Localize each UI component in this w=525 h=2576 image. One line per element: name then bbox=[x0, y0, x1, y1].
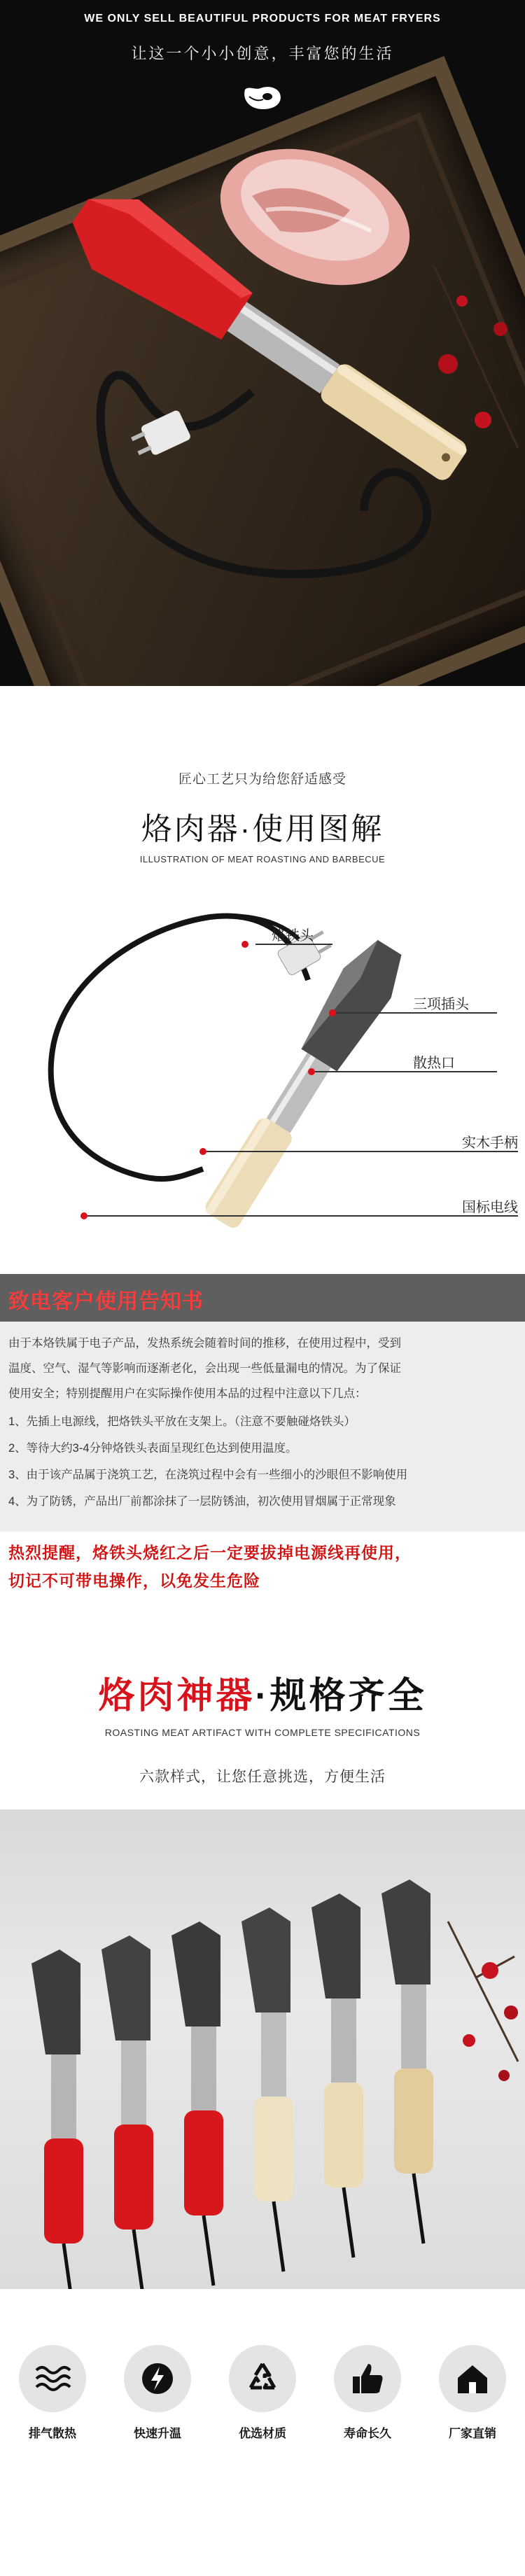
specs-subtitle: 六款样式，让您任意挑选，方便生活 bbox=[139, 1769, 386, 1785]
plum-blossoms bbox=[448, 1921, 518, 2081]
hero-product-photo bbox=[0, 0, 525, 686]
recycle-icon bbox=[229, 2345, 296, 2412]
feature-label: 排气散热 bbox=[29, 2427, 76, 2440]
feature-heat-dissipation bbox=[0, 2345, 105, 2441]
marker-cord bbox=[80, 1212, 88, 1219]
warning-line-2: 切记不可带电操作，以免发生危险 bbox=[8, 1572, 260, 1590]
diagram-iron bbox=[195, 932, 414, 1235]
marker-vent bbox=[308, 1068, 315, 1075]
notice-step-3: 3、由于该产品属于浇筑工艺，在浇筑过程中会有一些细小的沙眼但不影响使用 bbox=[8, 1469, 408, 1481]
leader-handle bbox=[206, 1151, 518, 1152]
label-plug: 三项插头 bbox=[413, 997, 469, 1012]
iron-model-6 bbox=[382, 1879, 433, 2244]
iron-model-2 bbox=[102, 1935, 153, 2289]
hero-tagline-cn: 让这一个小小创意，丰富您的生活 bbox=[131, 45, 394, 62]
feature-factory-direct bbox=[420, 2345, 525, 2441]
notice-line: 使用安全；特别提醒用户在实际操作使用本品的过程中注意以下几点： bbox=[8, 1387, 367, 1400]
leader-plug bbox=[336, 1012, 497, 1014]
feature-label: 寿命长久 bbox=[344, 2427, 391, 2440]
hero-tagline-en: WE ONLY SELL BEAUTIFUL PRODUCTS FOR MEAT FRYERS bbox=[84, 13, 441, 24]
red-flowers bbox=[434, 266, 518, 448]
irons-row bbox=[0, 1809, 525, 2289]
iron-model-5 bbox=[312, 1893, 363, 2258]
notice-line: 由于本烙铁属于电子产品，发热系统会随着时间的推移，在使用过程中，受到 bbox=[8, 1337, 401, 1350]
six-models-photo bbox=[0, 1809, 525, 2289]
thumbs-up-icon bbox=[334, 2345, 401, 2412]
specs-title bbox=[0, 1666, 525, 1718]
iron-model-4 bbox=[241, 1907, 293, 2272]
feature-fast-heating bbox=[105, 2345, 210, 2441]
label-cord: 国标电线 bbox=[462, 1200, 518, 1215]
marker-tip bbox=[241, 941, 248, 948]
specs-title-black: ·规格齐全 bbox=[255, 1676, 427, 1716]
heat-waves-icon bbox=[19, 2345, 86, 2412]
iron-model-1 bbox=[31, 1949, 83, 2289]
marker-handle bbox=[200, 1148, 206, 1155]
factory-icon bbox=[439, 2345, 506, 2412]
feature-label: 厂家直销 bbox=[449, 2427, 496, 2440]
notice-step-1: 1、先插上电源线，把烙铁头平放在支架上。（注意不要触碰烙铁头） bbox=[8, 1415, 356, 1428]
label-vent: 散热口 bbox=[413, 1056, 455, 1071]
specs-title-en: ROASTING MEAT ARTIFACT WITH COMPLETE SPECIFICATIONS bbox=[104, 1727, 421, 1738]
diagram-illustration bbox=[0, 686, 525, 1274]
leader-tip bbox=[255, 944, 332, 945]
notice-title: 致电客户使用告知书 bbox=[8, 1290, 204, 1313]
label-tip: 烙铁头 bbox=[272, 928, 314, 944]
label-handle: 实木手柄 bbox=[462, 1135, 518, 1151]
notice-line: 温度、空气、湿气等影响而逐渐老化，会出现一些低量漏电的情况。为了保证 bbox=[8, 1362, 401, 1375]
usage-diagram-section bbox=[0, 686, 525, 1274]
feature-label: 优选材质 bbox=[239, 2427, 286, 2440]
specifications-section bbox=[0, 1666, 525, 2576]
diagram-title-en: ILLUSTRATION OF MEAT ROASTING AND BARBECUE bbox=[139, 854, 386, 864]
diagram-pre-title: 匠心工艺只为给您舒适感受 bbox=[178, 772, 346, 787]
iron-model-3 bbox=[172, 1921, 223, 2286]
specs-title-red: 烙肉神器 bbox=[98, 1676, 255, 1716]
features-row bbox=[0, 2345, 525, 2443]
notice-header-bar bbox=[0, 1274, 525, 1322]
marker-plug bbox=[329, 1009, 336, 1016]
notice-step-2: 2、等待大约3-4分钟烙铁头表面呈现红色达到使用温度。 bbox=[8, 1442, 298, 1455]
customer-notice-section bbox=[0, 1274, 525, 1666]
warning-line-1: 热烈提醒，烙铁头烧红之后一定要拔掉电源线再使用， bbox=[8, 1544, 412, 1562]
leader-cord bbox=[88, 1215, 518, 1217]
notice-body bbox=[0, 1322, 525, 1532]
feature-long-life bbox=[315, 2345, 420, 2441]
diagram-title: 烙肉器·使用图解 bbox=[141, 812, 384, 846]
notice-step-4: 4、为了防锈，产品出厂前都涂抹了一层防锈油，初次使用冒烟属于正常现象 bbox=[8, 1495, 396, 1508]
fast-heating-icon bbox=[124, 2345, 191, 2412]
leader-vent bbox=[315, 1071, 497, 1072]
hero-section bbox=[0, 0, 525, 686]
feature-quality-material bbox=[210, 2345, 315, 2441]
feature-label: 快速升温 bbox=[134, 2427, 181, 2440]
